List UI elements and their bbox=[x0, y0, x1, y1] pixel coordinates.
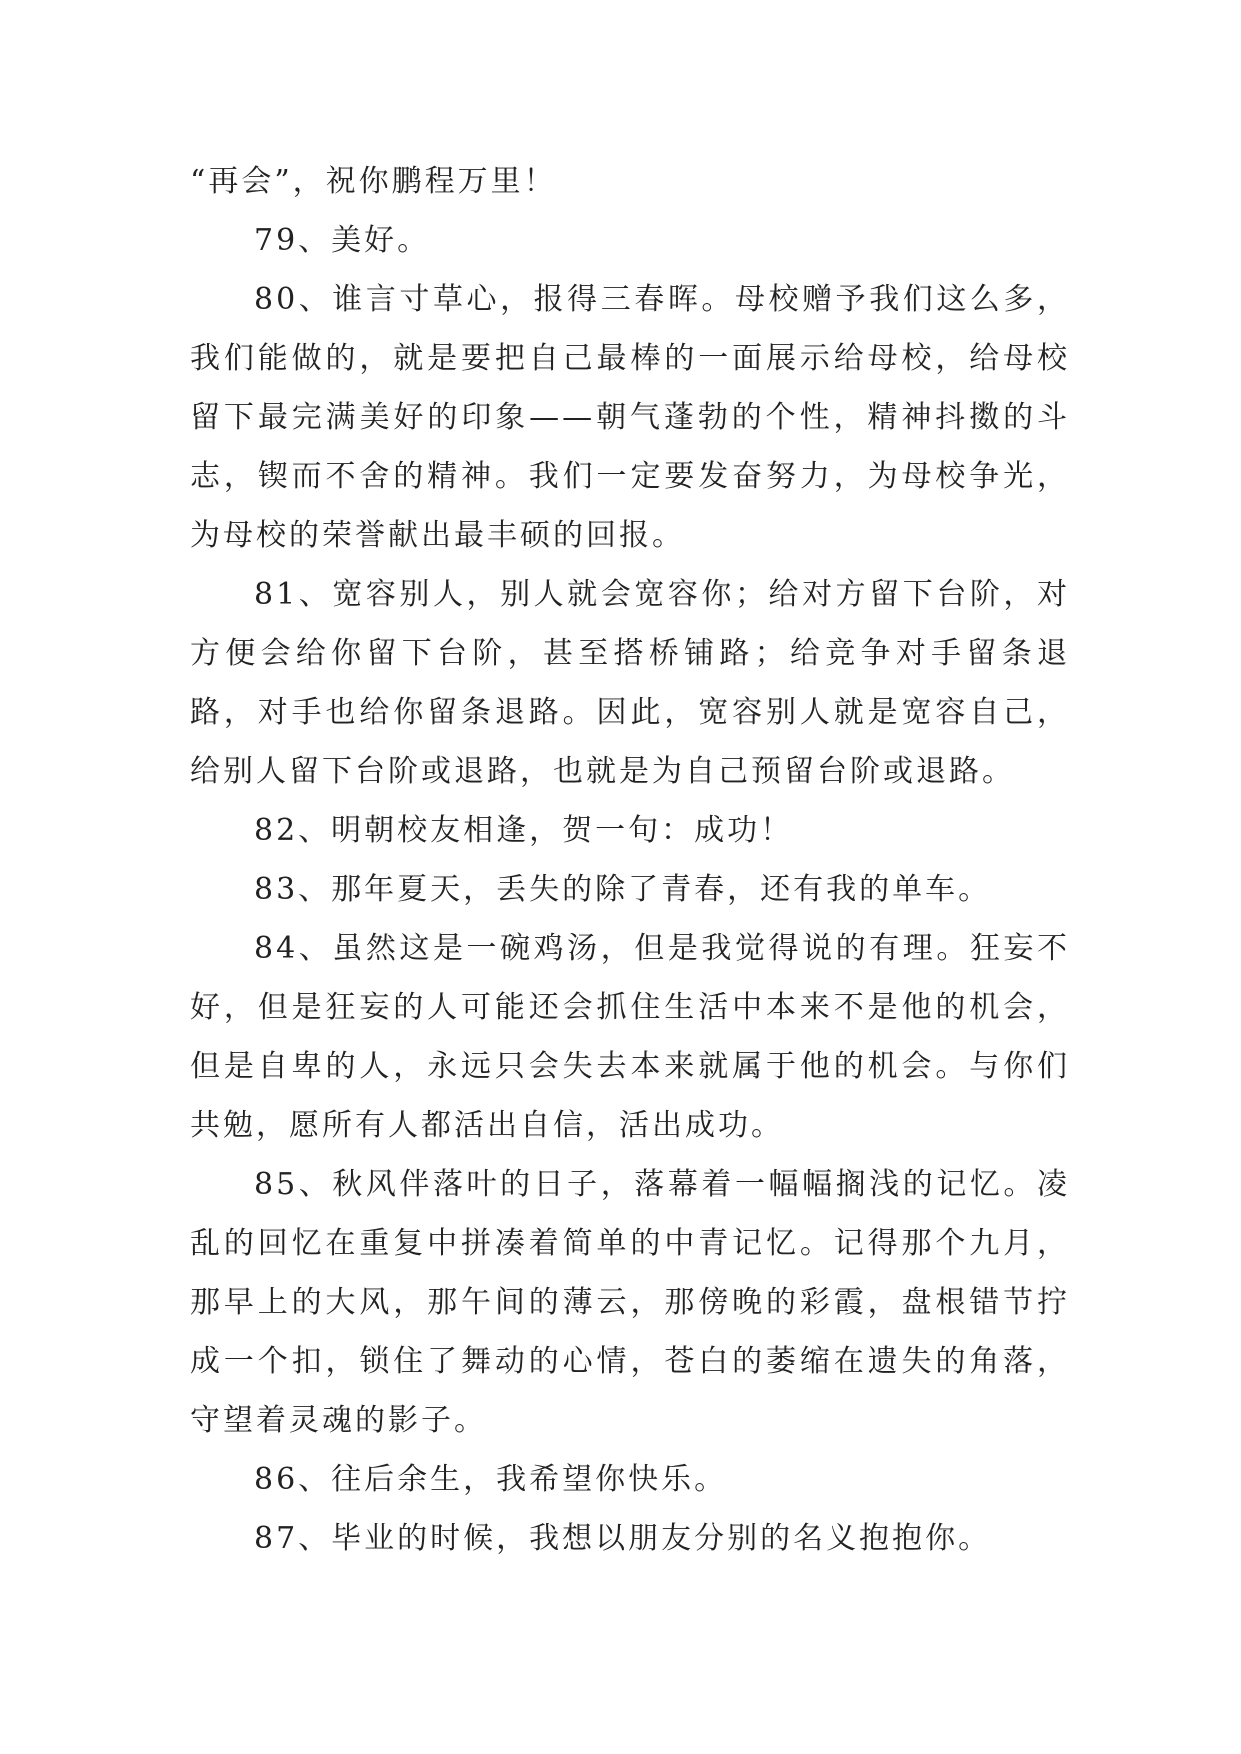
paragraph-87: 87、毕业的时候，我想以朋友分别的名义抱抱你。 bbox=[254, 1521, 992, 1556]
paragraph-81: 81、宽容别人，别人就会宽容你；给对方留下台阶，对方便会给你留下台阶，甚至搭桥铺路；给竞争对手留条退路，对手也给你留条退路。因此，宽容别人就是宽容自己，给别人留下台阶或退路，也就是为自己预留台阶或退路。 bbox=[190, 577, 1070, 789]
paragraph-79: 79、美好。 bbox=[254, 223, 431, 258]
paragraph-80: 80、谁言寸草心，报得三春晖。母校赠予我们这么多，我们能做的，就是要把自己最棒的一面展示给母校，给母校留下最完满美好的印象——朝气蓬勃的个性，精神抖擞的斗志，锲而不舍的精神。我们一定要发奋努力，为母校争光，为母校的荣誉献出最丰硕的回报。 bbox=[190, 282, 1070, 553]
paragraph-83: 83、那年夏天，丢失的除了青春，还有我的单车。 bbox=[254, 872, 992, 907]
paragraph-85: 85、秋风伴落叶的日子，落幕着一幅幅搁浅的记忆。凌乱的回忆在重复中拼凑着简单的中青记忆。记得那个九月，那早上的大风，那午间的薄云，那傍晚的彩霞，盘根错节拧成一个扣，锁住了舞动的心情，苍白的萎缩在遗失的角落，守望着灵魂的影子。 bbox=[190, 1167, 1070, 1438]
paragraph-86: 86、往后余生，我希望你快乐。 bbox=[254, 1462, 728, 1497]
paragraph-continuation: “再会”，祝你鹏程万里！ bbox=[190, 164, 557, 199]
document-body bbox=[190, 152, 1070, 1568]
paragraph-84: 84、虽然这是一碗鸡汤，但是我觉得说的有理。狂妄不好，但是狂妄的人可能还会抓住生活中本来不是他的机会，但是自卑的人，永远只会失去本来就属于他的机会。与你们共勉，愿所有人都活出自信，活出成功。 bbox=[190, 931, 1070, 1143]
paragraph-82: 82、明朝校友相逢，贺一句：成功！ bbox=[254, 813, 794, 848]
